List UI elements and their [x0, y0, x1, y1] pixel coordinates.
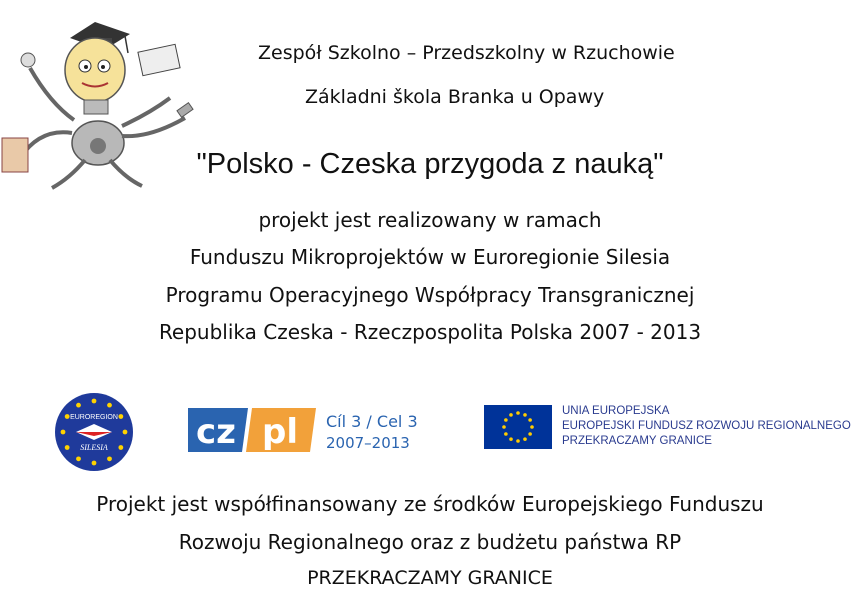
star-icon [530, 425, 534, 429]
star-icon [528, 432, 532, 436]
project-title: "Polsko - Czeska przygoda z nauką" [196, 148, 664, 180]
years-text: 2007–2013 [326, 434, 410, 452]
eu-flag-icon [484, 405, 552, 449]
description-line-4: Republika Czeska - Rzeczpospolita Polska 2007 - 2013 [158, 320, 702, 344]
star-icon [123, 430, 128, 435]
cil-cel-text: Cíl 3 / Cel 3 [326, 412, 418, 431]
description-line-3: Programu Operacyjnego Współpracy Transgranicznej [165, 283, 695, 307]
star-icon [65, 414, 70, 419]
star-icon [61, 430, 66, 435]
star-icon [509, 413, 513, 417]
cofinancing-line-1: Projekt jest współfinansowany ze środków Europejskiego Funduszu [96, 492, 764, 516]
pl-logo-text: pl [262, 412, 298, 452]
slogan: PRZEKRACZAMY GRANICE [307, 567, 553, 589]
cz-pl-program-logo [188, 402, 418, 458]
euroregion-bottom-text: SILESIA [80, 443, 108, 452]
star-icon [107, 403, 112, 408]
star-icon [107, 456, 112, 461]
description-line-2: Funduszu Mikroprojektów w Euroregionie Silesia [189, 245, 671, 269]
star-icon [516, 439, 520, 443]
cz-logo-text: cz [196, 412, 236, 452]
eu-line-1: UNIA EUROPEJSKA [562, 405, 670, 417]
star-icon [528, 418, 532, 422]
star-icon [118, 445, 123, 450]
star-icon [504, 418, 508, 422]
star-icon [76, 403, 81, 408]
eu-fund-text [562, 404, 851, 449]
star-icon [523, 413, 527, 417]
star-icon [523, 437, 527, 441]
star-icon [502, 425, 506, 429]
school-name-czech: Základni škola Branka u Opawy [305, 86, 605, 108]
star-icon [504, 432, 508, 436]
school-name-polish: Zespół Szkolno – Przedszkolny w Rzuchowie [258, 42, 675, 64]
star-icon [118, 414, 123, 419]
star-icon [65, 445, 70, 450]
star-icon [76, 456, 81, 461]
euroregion-silesia-logo [54, 392, 134, 472]
eu-line-2: EUROPEJSKI FUNDUSZ ROZWOJU REGIONALNEGO [562, 420, 851, 432]
eu-line-3: PRZEKRACZAMY GRANICE [562, 435, 712, 447]
star-icon [509, 437, 513, 441]
description-line-1: projekt jest realizowany w ramach [258, 208, 602, 232]
star-icon [92, 461, 97, 466]
cofinancing-line-2: Rozwoju Regionalnego oraz z budżetu państwa RP [178, 530, 682, 554]
euroregion-top-text: EUROREGION [70, 414, 118, 421]
star-icon [516, 411, 520, 415]
star-icon [92, 399, 97, 404]
